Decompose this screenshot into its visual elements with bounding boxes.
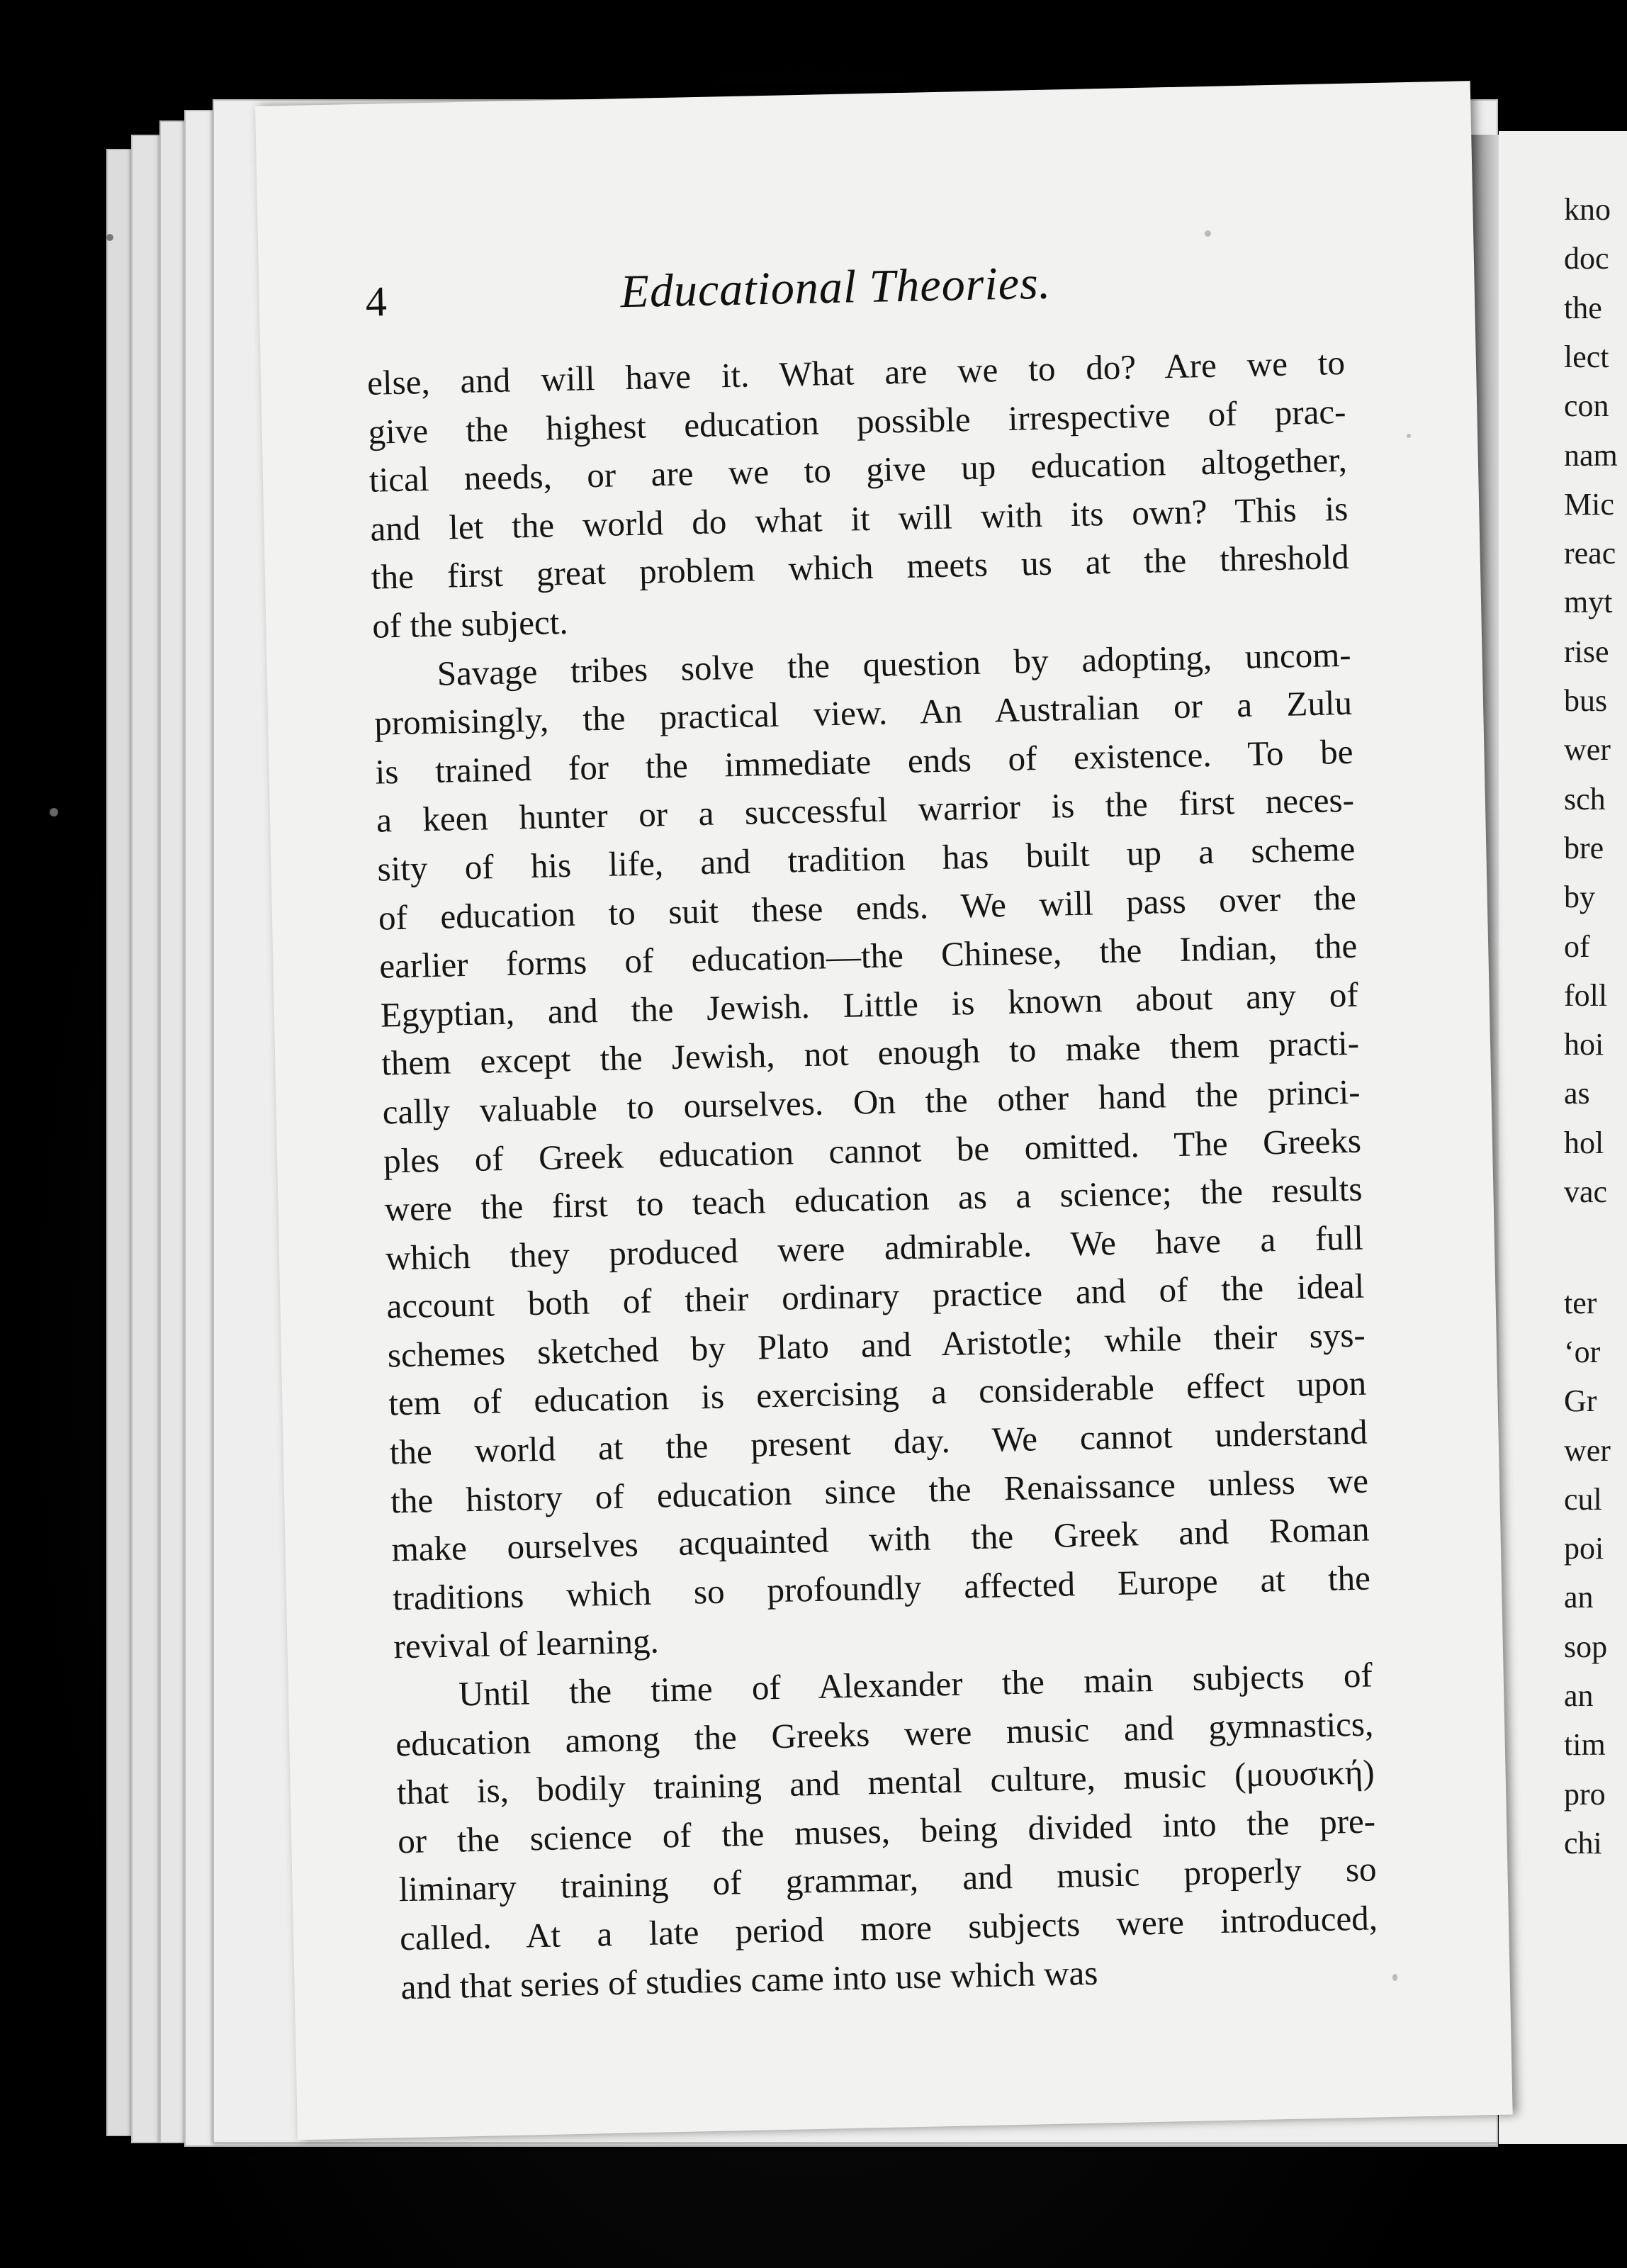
text-line: earlier forms of education—the Chinese, the Indian, the bbox=[378, 926, 1358, 986]
facing-page-fragment: tim bbox=[1564, 1727, 1606, 1763]
facing-page-fragment: Mic bbox=[1564, 486, 1614, 522]
text-line: else, and will have it. What are we to do? Are we to bbox=[366, 342, 1346, 403]
text-line: Until the time of Alexander the main subjects of bbox=[458, 1655, 1373, 1714]
text-line: the world at the present day. We cannot understand bbox=[389, 1412, 1368, 1472]
facing-page-fragment: sch bbox=[1564, 781, 1606, 816]
facing-page-fragment: ter bbox=[1564, 1285, 1597, 1320]
facing-page-fragment: by bbox=[1564, 880, 1595, 915]
dust-speck bbox=[1392, 1974, 1397, 1981]
text-line: tical needs, or are we to give up education altogether, bbox=[368, 440, 1348, 500]
facing-page-fragment: chi bbox=[1564, 1825, 1602, 1860]
text-line: tem of education is exercising a considerable effect upon bbox=[388, 1364, 1367, 1423]
text-line: traditions which so profoundly affected Europe at the bbox=[392, 1558, 1371, 1618]
text-line: make ourselves acquainted with the Greek and Roman bbox=[391, 1509, 1370, 1569]
text-line: that is, bodily training and mental culture, music (μουσική) bbox=[396, 1752, 1375, 1812]
facing-page-fragment: kno bbox=[1564, 192, 1611, 227]
running-head bbox=[365, 249, 1358, 334]
text-line: revival of learning. bbox=[393, 1621, 660, 1666]
facing-page-fragment: wer bbox=[1564, 732, 1611, 768]
text-line: account both of their ordinary practice and of the ideal bbox=[385, 1266, 1365, 1326]
facing-page-fragment: poi bbox=[1564, 1531, 1604, 1566]
facing-page-fragment: myt bbox=[1564, 585, 1613, 620]
facing-page-fragment: con bbox=[1564, 388, 1609, 424]
dust-speck bbox=[106, 234, 113, 241]
facing-page-fragment: the bbox=[1564, 290, 1602, 325]
body-text bbox=[367, 339, 1380, 2012]
running-title: Educational Theories. bbox=[619, 257, 1052, 318]
text-line: which they produced were admirable. We have a full bbox=[385, 1218, 1364, 1278]
facing-page-fragment: nam bbox=[1564, 437, 1618, 473]
text-line: cally valuable to ourselves. On the other hand the princi- bbox=[382, 1072, 1361, 1132]
facing-page-fragment: foll bbox=[1564, 977, 1608, 1013]
facing-page-fragment: as bbox=[1564, 1076, 1590, 1111]
facing-page-fragment: lect bbox=[1564, 339, 1609, 374]
text-line: of education to suit these ends. We will pass over the bbox=[378, 877, 1357, 938]
text-line: and let the world do what it will with its own? This is bbox=[369, 488, 1349, 549]
facing-page-fragment: sop bbox=[1564, 1629, 1608, 1664]
facing-page-fragment: an bbox=[1564, 1580, 1594, 1615]
text-line: or the science of the muses, being divided into the pre- bbox=[397, 1801, 1376, 1861]
facing-page-fragment: doc bbox=[1564, 241, 1609, 276]
facing-page-fragment: of bbox=[1564, 928, 1590, 964]
dust-speck bbox=[50, 808, 58, 816]
text-line: of the subject. bbox=[371, 602, 569, 646]
text-line: a keen hunter or a successful warrior is the first neces- bbox=[376, 780, 1355, 840]
facing-page-fragment: hoi bbox=[1564, 1027, 1604, 1062]
facing-page-fragment: hol bbox=[1564, 1125, 1604, 1160]
text-line: Egyptian, and the Jewish. Little is known about any of bbox=[380, 975, 1359, 1035]
text-line: Savage tribes solve the question by adopting, uncom- bbox=[437, 634, 1352, 693]
text-line: the first great problem which meets us at the threshold bbox=[371, 537, 1350, 597]
text-line: give the highest education possible irrespective of prac- bbox=[368, 391, 1346, 451]
text-line: is trained for the immediate ends of existence. To be bbox=[375, 731, 1353, 792]
text-line: education among the Greeks were music and gymnastics, bbox=[395, 1704, 1374, 1763]
facing-page-fragment: bus bbox=[1564, 683, 1608, 718]
facing-page-fragment: rise bbox=[1564, 634, 1609, 669]
facing-page-fragment: vac bbox=[1564, 1174, 1608, 1209]
facing-page-fragment: reac bbox=[1564, 536, 1616, 571]
facing-page-fragment: cul bbox=[1564, 1481, 1602, 1517]
facing-page-fragment: wer bbox=[1564, 1432, 1611, 1468]
dust-speck bbox=[1407, 434, 1411, 438]
facing-page-fragment: bre bbox=[1564, 830, 1604, 865]
facing-page-fragment: an bbox=[1564, 1678, 1594, 1713]
book-page bbox=[255, 81, 1513, 2140]
dust-speck bbox=[1205, 230, 1211, 237]
facing-page-fragment: Gr bbox=[1564, 1383, 1597, 1419]
text-line: ples of Greek education cannot be omitted. The Greeks bbox=[383, 1121, 1362, 1181]
text-line: were the first to teach education as a science; the results bbox=[384, 1169, 1363, 1229]
text-line: called. At a late period more subjects were introduced, bbox=[399, 1898, 1378, 1958]
text-line: schemes sketched by Plato and Aristotle; while their sys- bbox=[387, 1315, 1366, 1375]
text-line: promisingly, the practical view. An Australian or a Zulu bbox=[373, 683, 1353, 743]
facing-page-fragment: ‘or bbox=[1564, 1334, 1601, 1369]
page-number: 4 bbox=[365, 278, 388, 325]
facing-page bbox=[1499, 131, 1627, 2144]
text-line: sity of his life, and tradition has built up a scheme bbox=[376, 829, 1356, 889]
text-line: them except the Jewish, not enough to make them practi- bbox=[381, 1023, 1360, 1083]
facing-page-fragment: pro bbox=[1564, 1776, 1606, 1812]
text-line: the history of education since the Renaissance unless we bbox=[390, 1461, 1369, 1521]
text-line: and that series of studies came into use which was bbox=[400, 1953, 1098, 2006]
text-line: liminary training of grammar, and music properly so bbox=[398, 1849, 1378, 1909]
